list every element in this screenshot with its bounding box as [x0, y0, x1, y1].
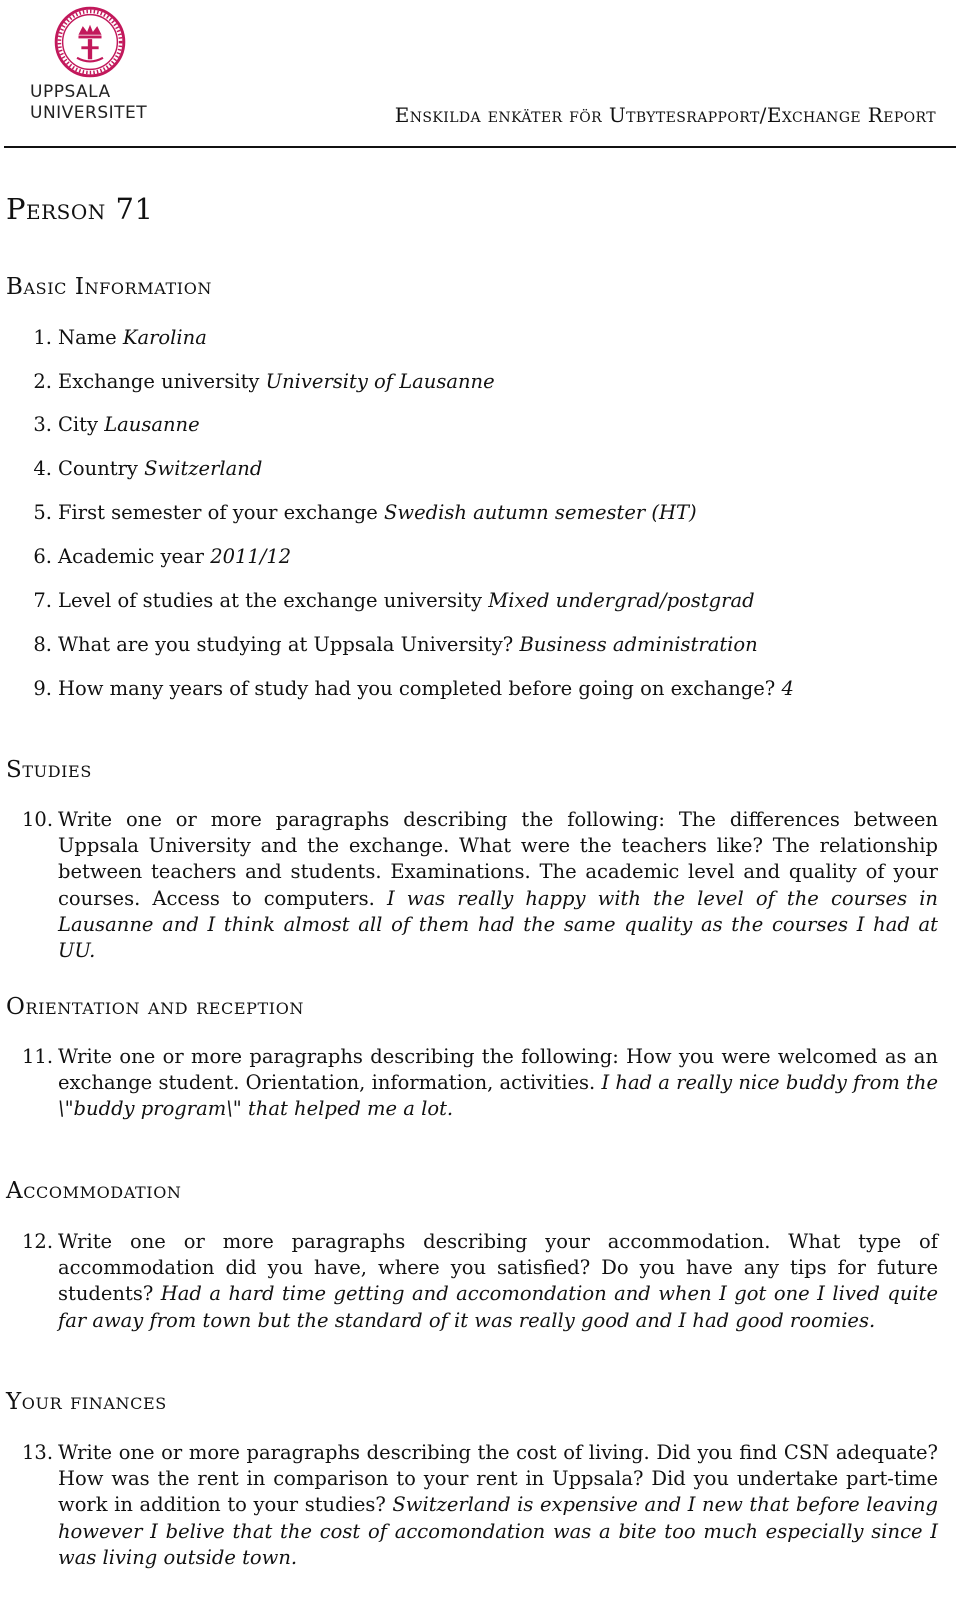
item-question: Write one or more paragraphs describing the cost of living. Did you find CSN adequate? How was the rent in comparison to your rent in Uppsala? Did you undertake part-time work in addition to your studies? — [58, 1441, 938, 1517]
item-number: 13. — [22, 1441, 54, 1464]
item-question: First semester of your exchange — [58, 501, 385, 524]
list-item-2 — [33, 369, 938, 395]
item-number: 1. — [33, 326, 52, 349]
item-number: 3. — [33, 413, 52, 436]
university-name-line2: UNIVERSITET — [30, 103, 148, 123]
item-question: Level of studies at the exchange university — [58, 589, 489, 612]
item-number: 10. — [22, 808, 54, 831]
item-question: What are you studying at Uppsala University? — [58, 633, 520, 656]
item-answer: I was really happy with the level of the courses in Lausanne and I think almost all of them had the same quality as the courses I had at UU. — [58, 886, 938, 963]
section-heading-finances: Your finances — [6, 1389, 167, 1415]
item-answer: 2011/12 — [210, 545, 292, 568]
list-item-3 — [33, 412, 938, 438]
list-item-4 — [33, 456, 938, 482]
item-question: Country — [58, 457, 145, 480]
item-number: 8. — [33, 633, 52, 656]
item-number: 5. — [33, 501, 52, 524]
item-number: 2. — [33, 370, 52, 393]
item-answer: Business administration — [519, 633, 758, 656]
item-answer: Mixed undergrad/postgrad — [488, 589, 755, 612]
list-item-1 — [33, 325, 938, 351]
item-answer: Lausanne — [104, 413, 200, 436]
item-question: Name — [58, 326, 123, 349]
page-header — [0, 0, 960, 150]
item-answer: Karolina — [122, 326, 207, 349]
list-item-11 — [22, 1044, 938, 1123]
item-answer: Had a hard time getting and accomondation and when I got one I lived quite far away from town but the standard of it was really good and I had good roomies. — [58, 1282, 939, 1332]
item-number: 11. — [22, 1045, 54, 1068]
list-item-12 — [22, 1229, 939, 1334]
item-question: Write one or more paragraphs describing the following: The differences between Uppsala University and the exchange. What were the teachers like? The relationship between teachers and students. Examinations. The academic level and quality of your courses. Access to computers. — [58, 808, 938, 910]
list-item-13 — [22, 1440, 938, 1571]
item-answer: Switzerland — [144, 457, 263, 480]
item-number: 9. — [33, 677, 52, 700]
item-answer: Switzerland is expensive and I new that before leaving however I belive that the cost of accomondation was a bite too much especially since I was living outside town. — [58, 1493, 938, 1569]
item-answer: 4 — [781, 677, 794, 700]
item-question: City — [58, 413, 105, 436]
item-answer: Swedish autumn semester (HT) — [384, 501, 697, 524]
list-item-7 — [33, 588, 938, 614]
item-answer: University of Lausanne — [265, 370, 495, 393]
item-number: 4. — [33, 457, 52, 480]
item-question: Write one or more paragraphs describing your accommodation. What type of accommodation did you have, where you satisfied? Do you have any tips for future students? — [58, 1230, 938, 1306]
section-heading-accommodation: Accommodation — [6, 1178, 182, 1204]
person-title: Person 71 — [6, 192, 154, 226]
section-heading-studies: Studies — [6, 757, 92, 783]
university-seal-logo — [54, 6, 126, 78]
item-question: Exchange university — [58, 370, 266, 393]
report-title: Enskilda enkäter för Utbytesrapport/Exchange Report — [394, 103, 936, 127]
section-heading-basic-information: Basic Information — [6, 274, 213, 300]
list-item-8 — [33, 632, 938, 658]
university-name-line1: UPPSALA — [30, 82, 111, 102]
item-number: 7. — [33, 589, 52, 612]
list-item-6 — [33, 544, 938, 570]
section-heading-orientation: Orientation and reception — [6, 994, 305, 1020]
header-divider — [4, 146, 956, 148]
item-question: How many years of study had you completed before going on exchange? — [58, 677, 782, 700]
item-question: Write one or more paragraphs describing the following: How you were welcomed as an exchange student. Orientation, information, activities. — [58, 1045, 938, 1095]
list-item-5 — [33, 500, 938, 526]
item-answer: I had a really nice buddy from the \"buddy program\" that helped me a lot. — [58, 1071, 938, 1121]
list-item-9 — [33, 676, 938, 702]
list-item-10 — [22, 807, 938, 964]
item-question: Academic year — [58, 545, 211, 568]
item-number: 6. — [33, 545, 52, 568]
university-name — [30, 82, 170, 124]
item-number: 12. — [22, 1230, 54, 1253]
